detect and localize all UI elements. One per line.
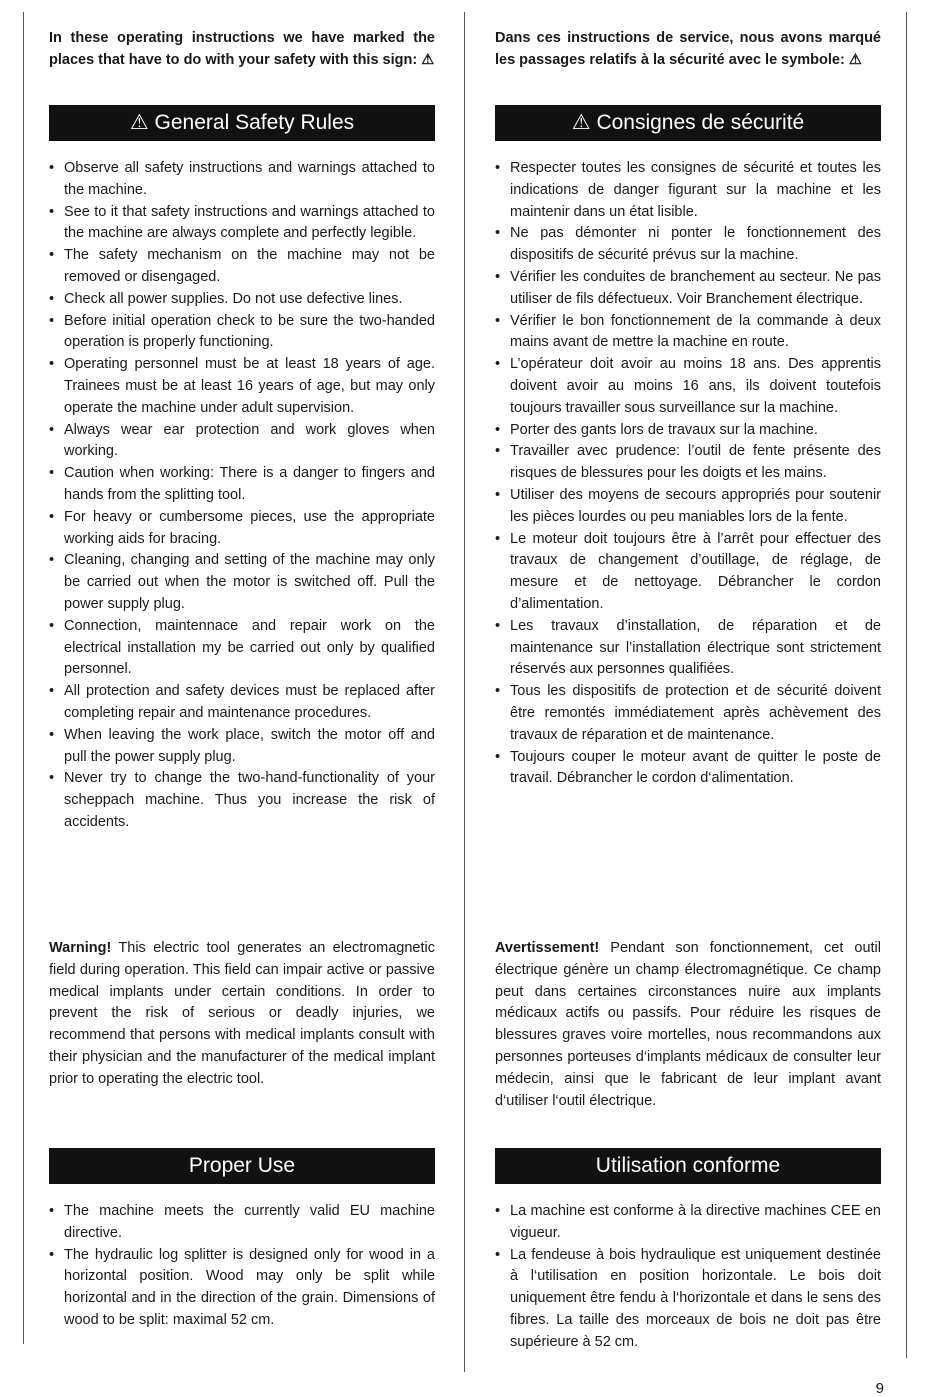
warning-text: Pendant son fonctionnement, cet outil électrique génère un champ électromagnétique. Ce champ peut dans certaines circonstances nuire aux implants médicaux actifs ou passifs. Pour réduire les risques de blessures graves voire mortelles, nous recommandons aux personnes porteuses d‘implants médicaux de consulter leur médecin, ainsi que le fabricant de leur implant avant d‘utiliser l‘outil électrique.	[495, 940, 881, 1109]
safety-rules-heading	[495, 105, 881, 141]
french-column	[495, 28, 881, 1350]
list-item: • L’opérateur doit avoir au moins 18 ans. Des apprentis doivent avoir au moins 16 ans, ils doivent toutefois toujours travailler sous surveillance sur la machine.	[495, 354, 881, 419]
list-item: • The safety mechanism on the machine may not be removed or disengaged.	[49, 245, 435, 289]
list-item: • Utiliser des moyens de secours appropriés pour soutenir les pièces lourdes ou peu maniables lors de la fente.	[495, 485, 881, 529]
list-item: • Ne pas démonter ni ponter le fonctionnement des dispositifs de sécurité prévus sur la machine.	[495, 223, 881, 267]
list-item: • Le moteur doit toujours être à l’arrêt pour effectuer des travaux de changement d’outillage, de réglage, de mesure et de nettoyage. Débrancher le cordon d’alimentation.	[495, 529, 881, 616]
list-item: • Vérifier le bon fonctionnement de la commande à deux mains avant de mettre la machine en route.	[495, 311, 881, 355]
page-number: 9	[875, 1380, 884, 1397]
list-item: • All protection and safety devices must be replaced after completing repair and maintenance procedures.	[49, 681, 435, 725]
list-item: • Travailler avec prudence: l’outil de fente présente des risques de blessures pour les doigts et les mains.	[495, 441, 881, 485]
safety-rules-list	[495, 158, 881, 790]
proper-use-heading: Utilisation conforme	[495, 1148, 881, 1184]
list-item: • Les travaux d’installation, de réparation et de maintenance sur l’installation électrique sont strictement réservés aux personnes qualifiées.	[495, 616, 881, 681]
safety-intro-text: In these operating instructions we have marked the places that have to do with your safety with this sign: ⚠	[49, 30, 435, 68]
list-item: • Connection, maintennace and repair work on the electrical installation my be carried out only by qualified personnel.	[49, 616, 435, 681]
heading-text: Consignes de sécurité	[596, 111, 805, 134]
list-item: • Toujours couper le moteur avant de quitter le poste de travail. Débrancher le cordon d‘alimentation.	[495, 747, 881, 791]
warning-triangle-icon: ⚠	[129, 111, 149, 134]
center-divider-rule	[464, 12, 465, 1372]
list-item: • When leaving the work place, switch the motor off and pull the power supply plug.	[49, 725, 435, 769]
emf-warning-paragraph	[495, 938, 881, 1112]
list-item: • See to it that safety instructions and warnings attached to the machine are always complete and perfectly legible.	[49, 202, 435, 246]
list-item: • Cleaning, changing and setting of the machine may only be carried out when the motor is switched off. Pull the power supply plug.	[49, 550, 435, 615]
list-item: • Observe all safety instructions and warnings attached to the machine.	[49, 158, 435, 202]
list-item: • Tous les dispositifs de protection et de sécurité doivent être remontés immédiatement après achèvement des travaux de réparation et de maintenance.	[495, 681, 881, 746]
list-item: • Operating personnel must be at least 18 years of age. Trainees must be at least 16 years of age, but may only operate the machine under adult supervision.	[49, 354, 435, 419]
english-column	[49, 28, 435, 1328]
right-margin-rule	[906, 12, 907, 1358]
list-item: • Never try to change the two-hand-functionality of your scheppach machine. Thus you increase the risk of accidents.	[49, 768, 435, 833]
list-item: • Before initial operation check to be sure the two-handed operation is properly functioning.	[49, 311, 435, 355]
list-item: • The hydraulic log splitter is designed only for wood in a horizontal position. Wood may only be split while horizontal and in the direction of the grain. Dimensions of wood to be split: maximal 52 cm.	[49, 1245, 435, 1332]
proper-use-list	[495, 1201, 881, 1354]
list-item: • Vérifier les conduites de branchement au secteur. Ne pas utiliser de fils défectueux. Voir Branchement électrique.	[495, 267, 881, 311]
warning-label: Warning!	[49, 940, 112, 956]
safety-rules-list	[49, 158, 435, 834]
safety-intro-text: Dans ces instructions de service, nous avons marqué les passages relatifs à la sécurité avec le symbole: ⚠	[495, 30, 881, 68]
list-item: • Always wear ear protection and work gloves when working.	[49, 420, 435, 464]
warning-label: Avertissement!	[495, 940, 600, 956]
warning-text: This electric tool generates an electromagnetic field during operation. This field can impair active or passive medical implants under certain conditions. In order to prevent the risk of serious or deadly injuries, we recommend that persons with medical implants consult with their physician and the manufacturer of the medical implant prior to operating the electric tool.	[49, 940, 435, 1087]
list-item: • Porter des gants lors de travaux sur la machine.	[495, 420, 881, 442]
list-item: • The machine meets the currently valid EU machine directive.	[49, 1201, 435, 1245]
list-item: • Caution when working: There is a danger to fingers and hands from the splitting tool.	[49, 463, 435, 507]
safety-rules-heading	[49, 105, 435, 141]
warning-triangle-icon: ⚠	[571, 111, 591, 134]
list-item: • La fendeuse à bois hydraulique est uniquement destinée à l‘utilisation en position horizontale. Le bois doit uniquement être fendu à l‘horizontale et dans le sens des fibres. La taille des morceaux de bois ne doit pas être supérieure à 52 cm.	[495, 1245, 881, 1354]
emf-warning-paragraph	[49, 938, 435, 1091]
proper-use-list	[49, 1201, 435, 1332]
list-item: • Respecter toutes les consignes de sécurité et toutes les indications de danger figurant sur la machine et les maintenir dans un état lisible.	[495, 158, 881, 223]
list-item: • For heavy or cumbersome pieces, use the appropriate working aids for bracing.	[49, 507, 435, 551]
list-item: • La machine est conforme à la directive machines CEE en vigueur.	[495, 1201, 881, 1245]
proper-use-heading: Proper Use	[49, 1148, 435, 1184]
list-item: • Check all power supplies. Do not use defective lines.	[49, 289, 435, 311]
left-margin-rule	[23, 12, 24, 1344]
heading-text: General Safety Rules	[154, 111, 355, 134]
